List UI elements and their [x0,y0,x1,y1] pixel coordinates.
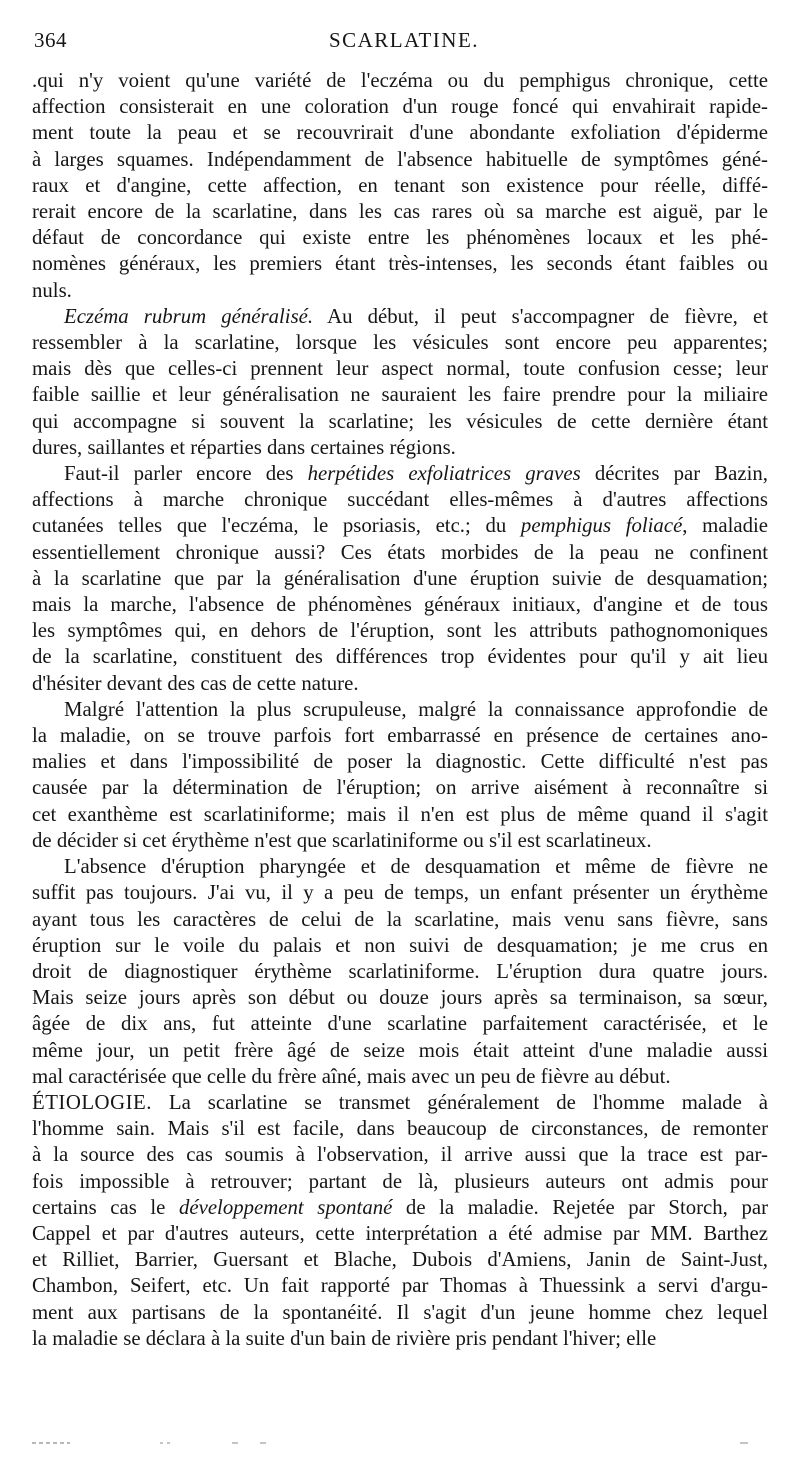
text-line: cet exanthème est scarlatiniforme; mais il n'en est plus de même quand il s'agit [32,802,768,826]
footer-scan-marks [32,1438,772,1444]
text-line: cutanées telles que l'eczéma, le psoriasis, etc.; du pemphigus foliacé, maladie [32,514,768,538]
text-line: droit de diagnostiquer érythème scarlatiniforme. L'éruption dura quatre jours. [32,959,768,983]
text-line: même jour, un petit frère âgé de seize mois était atteint d'une maladie aussi [32,1038,768,1062]
text-line: ayant tous les caractères de celui de la scarlatine, mais venu sans fièvre, sans [32,907,768,931]
paragraph [32,304,768,461]
text-line: suffit pas toujours. J'ai vu, il y a peu de temps, un enfant présenter un érythème [32,881,768,905]
page-number: 364 [34,28,67,52]
text-line: Eczéma rubrum généralisé. Au début, il peut s'accompagner de fièvre, et [64,304,768,328]
text-line: Faut-il parler encore des herpétides exfoliatrices graves décrites par Bazin, [64,462,768,486]
paragraph [32,697,768,854]
text-line: affection consisterait en une coloration d'un rouge foncé qui envahirait rapide- [32,95,768,119]
text-line: Chambon, Seifert, etc. Un fait rapporté par Thomas à Thuessink a servi d'argu- [32,1274,768,1298]
text-line: la maladie, on se trouve parfois fort embarrassé en présence de certaines ano- [32,724,768,748]
text-line: dures, saillantes et réparties dans certaines régions. [32,435,456,459]
text-line: mal caractérisée que celle du frère aîné, mais avec un peu de fièvre au début. [32,1064,671,1088]
text-line: à larges squames. Indépendamment de l'absence habituelle de symptômes géné- [32,147,768,171]
text-line: ment toute la peau et se recouvrirait d'une abondante exfoliation d'épiderme [32,121,768,145]
scan-marks-graphic [32,1440,772,1446]
text-line: certains cas le développement spontané de la maladie. Rejetée par Storch, par [32,1195,769,1219]
text-line: causée par la détermination de l'éruption; on arrive aisément à reconnaître si [32,776,768,800]
text-line: malies et dans l'impossibilité de poser la diagnostic. Cette difficulté n'est pas [32,750,768,774]
paragraph [32,1090,768,1352]
text-line: nuls. [32,278,72,302]
text-line: mais la marche, l'absence de phénomènes généraux initiaux, d'angine et de tous [32,593,768,617]
text-line: fois impossible à retrouver; partant de là, plusieurs auteurs ont admis pour [32,1169,768,1193]
text-line: âgée de dix ans, fut atteinte d'une scarlatine parfaitement caractérisée, et le [32,1012,768,1036]
text-line: de la scarlatine, constituent des différences trop évidentes pour qu'il y ait lieu [32,645,768,669]
text-line: d'hésiter devant des cas de cette nature. [32,671,359,695]
text-line: ÉTIOLOGIE. La scarlatine se transmet généralement de l'homme malade à [32,1090,768,1114]
text-line: Cappel et par d'autres auteurs, cette interprétation a été admise par MM. Barthez [32,1221,768,1245]
body-text [32,68,768,1352]
text-line: affections à marche chronique succédant elles-mêmes à d'autres affections [32,488,768,512]
text-line: de décider si cet érythème n'est que scarlatiniforme ou s'il est scarlatineux. [32,828,652,852]
text-line: ment aux partisans de la spontanéité. Il s'agit d'un jeune homme chez lequel [32,1300,768,1324]
paragraph [32,461,768,697]
text-line: la maladie se déclara à la suite d'un bain de rivière pris pendant l'hiver; elle [32,1326,657,1350]
text-line: et Rilliet, Barrier, Guersant et Blache, Dubois d'Amiens, Janin de Saint-Just, [32,1248,768,1272]
text-line: éruption sur le voile du palais et non suivi de desquamation; je me crus en [32,933,768,957]
text-line: ressembler à la scarlatine, lorsque les vésicules sont encore peu apparentes; [32,331,768,355]
text-line: qui accompagne si souvent la scarlatine; les vésicules de cette dernière étant [32,409,768,433]
text-line: raux et d'angine, cette affection, en tenant son existence pour réelle, diffé- [32,173,768,197]
text-line: nomènes généraux, les premiers étant très-intenses, les seconds étant faibles ou [32,252,768,276]
text-line: mais dès que celles-ci prennent leur aspect normal, toute confusion cesse; leur [32,357,768,381]
text-line: L'absence d'éruption pharyngée et de desquamation et même de fièvre ne [64,855,768,879]
text-line: défaut de concordance qui existe entre les phénomènes locaux et les phé- [32,226,768,250]
text-line: essentiellement chronique aussi? Ces états morbides de la peau ne confinent [32,540,768,564]
text-line: Mais seize jours après son début ou douze jours après sa terminaison, sa sœur, [32,986,768,1010]
text-line: .qui n'y voient qu'une variété de l'eczéma ou du pemphigus chronique, cette [32,69,768,92]
text-line: Malgré l'attention la plus scrupuleuse, malgré la connaissance approfondie de [64,697,768,721]
paragraph [32,68,768,304]
text-line: faible saillie et leur généralisation ne sauraient les faire prendre pour la miliaire [32,383,768,407]
text-line: les symptômes qui, en dehors de l'éruption, sont les attributs pathognomoniques [32,619,768,643]
running-title: SCARLATINE. [328,28,480,52]
page-header [34,28,774,58]
paragraph [32,854,768,1090]
text-line: l'homme sain. Mais s'il est facile, dans beaucoup de circonstances, de remonter [32,1117,768,1141]
text-line: à la scarlatine que par la généralisation d'une éruption suivie de desquamation; [32,566,768,590]
text-line: à la source des cas soumis à l'observation, il arrive aussi que la trace est par- [32,1143,768,1167]
text-line: rerait encore de la scarlatine, dans les cas rares où sa marche est aiguë, par le [32,200,768,224]
